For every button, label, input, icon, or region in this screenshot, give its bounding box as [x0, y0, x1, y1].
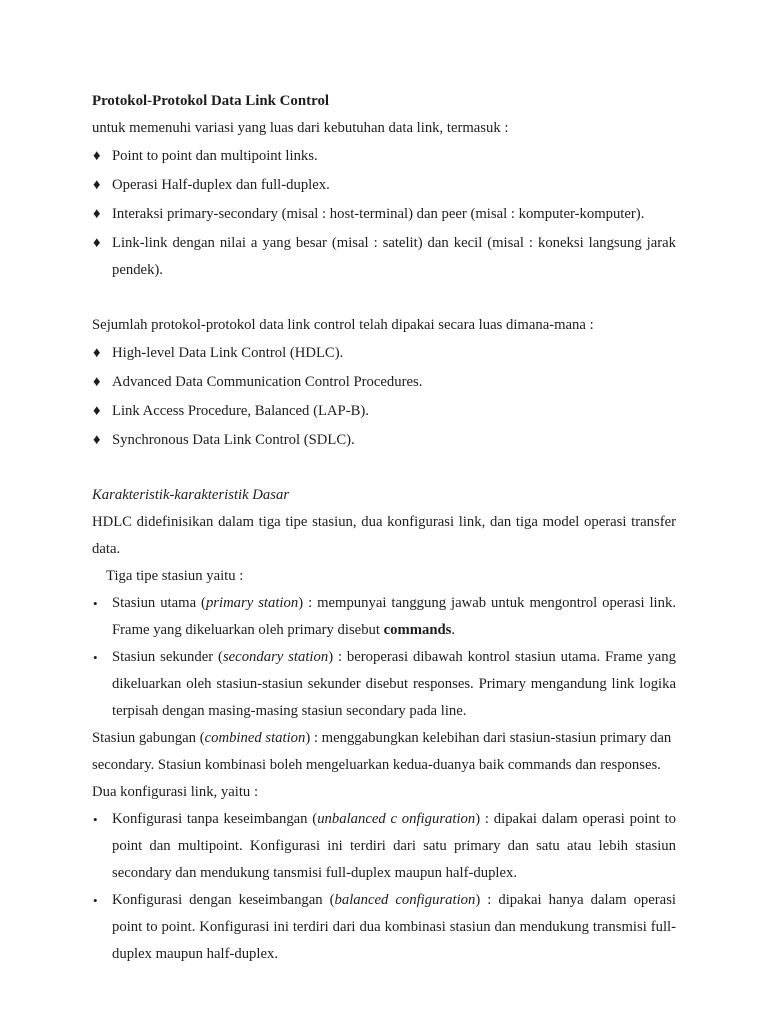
- page-title: Protokol-Protokol Data Link Control: [92, 93, 330, 109]
- round-bullet-icon: •: [93, 650, 98, 665]
- list-item: [92, 427, 676, 454]
- diamond-bullet-icon: ♦: [93, 345, 101, 361]
- round-bullet-icon: •: [93, 893, 98, 908]
- list-item: [92, 172, 676, 199]
- protocols-intro-paragraph: Sejumlah protokol-protokol data link control telah dipakai secara luas dimana-mana :: [92, 317, 594, 333]
- section-heading: Karakteristik-karakteristik Dasar: [92, 487, 290, 503]
- list-item-text: Synchronous Data Link Control (SDLC).: [112, 432, 355, 448]
- list-item: [92, 398, 676, 425]
- list-item: [92, 230, 676, 284]
- list-item-text: Konfigurasi dengan keseimbangan (balanced configuration) : dipakai hanya dalam operasi point to point. Konfigurasi ini terdiri dari dua kombinasi stasiun dan mendukung transmisi full-duplex maupun half-duplex.: [112, 892, 677, 962]
- variety-list: [92, 143, 676, 284]
- list-item: [92, 644, 676, 725]
- list-item-text: Stasiun sekunder (secondary station) : beroperasi dibawah kontrol stasiun utama. Frame yang dikeluarkan oleh stasiun-stasiun sekunder disebut responses. Primary mengandung link logika terpisah dengan masing-masing stasiun secondary pada line.: [112, 649, 676, 719]
- round-bullet-icon: •: [93, 812, 98, 827]
- list-item-text: Link-link dengan nilai a yang besar (misal : satelit) dan kecil (misal : koneksi langsung jarak pendek).: [112, 235, 676, 278]
- list-item-text: Operasi Half-duplex dan full-duplex.: [112, 177, 330, 193]
- diamond-bullet-icon: ♦: [93, 432, 101, 448]
- list-item-text: Konfigurasi tanpa keseimbangan (unbalanced c onfiguration) : dipakai dalam operasi point to point dan multipoint. Konfigurasi ini terdiri dari satu primary dan satu atau lebih stasiun secondary dan mendukung tansmisi full-duplex maupun half-duplex.: [112, 811, 677, 881]
- list-item-text: Interaksi primary-secondary (misal : host-terminal) dan peer (misal : komputer-komputer).: [112, 206, 645, 222]
- station-types-list: [92, 590, 676, 725]
- list-item-text: Stasiun utama (primary station) : mempunyai tanggung jawab untuk mengontrol operasi link. Frame yang dikeluarkan oleh primary disebut commands.: [112, 595, 676, 638]
- configurations-intro: Dua konfigurasi link, yaitu :: [92, 784, 259, 800]
- list-item: [92, 806, 676, 887]
- station-types-intro: Tiga tipe stasiun yaitu :: [106, 568, 244, 584]
- diamond-bullet-icon: ♦: [93, 235, 101, 251]
- list-item-text: High-level Data Link Control (HDLC).: [112, 345, 344, 361]
- list-item: [92, 340, 676, 367]
- diamond-bullet-icon: ♦: [93, 374, 101, 390]
- diamond-bullet-icon: ♦: [93, 403, 101, 419]
- diamond-bullet-icon: ♦: [93, 206, 101, 222]
- configurations-list: [92, 806, 676, 968]
- list-item: [92, 201, 676, 228]
- combined-station-paragraph: Stasiun gabungan (combined station) : menggabungkan kelebihan dari stasiun-stasiun primary dan secondary. Stasiun kombinasi boleh mengeluarkan kedua-duanya baik commands dan responses.: [92, 730, 672, 773]
- list-item-text: Point to point dan multipoint links.: [112, 148, 318, 164]
- diamond-bullet-icon: ♦: [93, 148, 101, 164]
- characteristics-paragraph: HDLC didefinisikan dalam tiga tipe stasiun, dua konfigurasi link, dan tiga model operasi transfer data.: [92, 514, 676, 557]
- list-item: [92, 369, 676, 396]
- diamond-bullet-icon: ♦: [93, 177, 101, 193]
- spacer: [92, 286, 676, 312]
- intro-paragraph: untuk memenuhi variasi yang luas dari kebutuhan data link, termasuk :: [92, 120, 509, 136]
- round-bullet-icon: •: [93, 596, 98, 611]
- spacer: [92, 456, 676, 482]
- list-item-text: Advanced Data Communication Control Procedures.: [112, 374, 423, 390]
- list-item: [92, 590, 676, 644]
- list-item: [92, 887, 676, 968]
- list-item: [92, 143, 676, 170]
- protocols-list: [92, 340, 676, 454]
- list-item-text: Link Access Procedure, Balanced (LAP-B).: [112, 403, 369, 419]
